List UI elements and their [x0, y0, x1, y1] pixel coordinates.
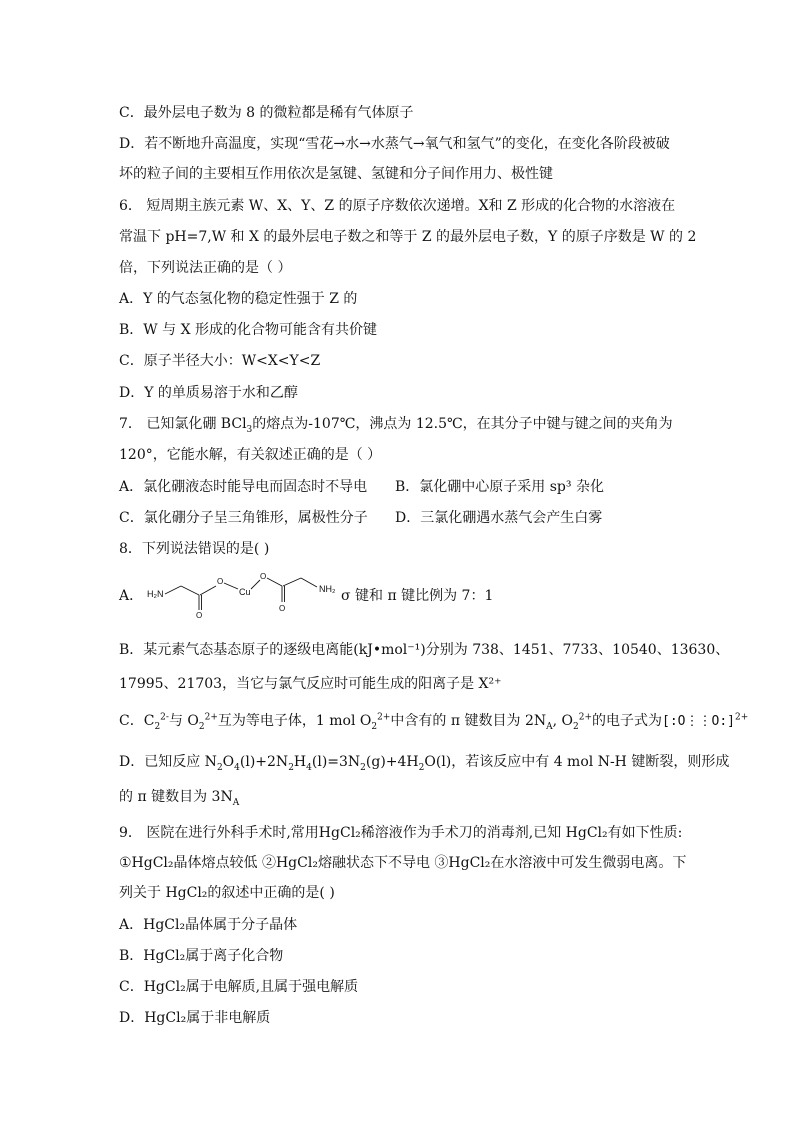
- option-7c: C．氯化硼分子呈三角锥形，属极性分子: [119, 510, 368, 526]
- question-8: 8．下列说法错误的是( ): [119, 541, 270, 557]
- question-6-line2: 常温下 pH=7,W 和 X 的最外层电子数之和等于 Z 的最外层电子数，Y 的原子序数是 W 的 2: [119, 229, 697, 245]
- option-9b: B．HgCl₂属于离子化合物: [119, 948, 284, 964]
- question-9-line1: 9． 医院在进行外科手术时,常用HgCl₂稀溶液作为手术刀的消毒剂,已知 HgCl₂有如下性质:: [119, 825, 683, 841]
- option-6c: C．原子半径大小：W<X<Y<Z: [119, 353, 321, 369]
- option-8a-label: A．: [119, 588, 144, 604]
- option-9d: D．HgCl₂属于非电解质: [119, 1010, 271, 1026]
- ester-o-left: O: [217, 577, 224, 586]
- option-8b-line2: 17995、21703，当它与氯气反应时可能生成的阳离子是 X²⁺: [119, 676, 502, 692]
- option-8b-line1: B．某元素气态基态原子的逐级电离能(kJ•mol⁻¹)分别为 738、1451、7733、10540、13630、: [119, 642, 730, 658]
- question-6-line1: 6． 短周期主族元素 W、X、Y、Z 的原子序数依次递增。X和 Z 形成的化合物的水溶液在: [119, 198, 676, 214]
- question-9-line3: 列关于 HgCl₂的叙述中正确的是( ): [119, 885, 335, 901]
- option-7a: A．氯化硼液态时能导电而固态时不导电: [119, 479, 368, 495]
- option-8a-text: σ 键和 π 键比例为 7：1: [341, 588, 494, 604]
- option-5c: C．最外层电子数为 8 的微粒都是稀有气体原子: [119, 105, 414, 121]
- option-7d: D．三氯化硼遇水蒸气会产生白雾: [395, 510, 603, 526]
- h2n-label: H₂N: [147, 589, 164, 599]
- option-6d: D．Y 的单质易溶于水和乙醇: [119, 385, 298, 401]
- question-6-line3: 倍，下列说法正确的是（ ）: [119, 260, 292, 276]
- carbonyl-o-left: O: [196, 611, 203, 620]
- glycinate-copper-structure: [143, 568, 343, 620]
- option-9c: C．HgCl₂属于电解质,且属于强电解质: [119, 979, 359, 995]
- question-9-line2: ①HgCl₂晶体熔点较低 ②HgCl₂熔融状态下不导电 ③HgCl₂在水溶液中可发生微弱电离。下: [119, 855, 687, 871]
- option-8d-line1: D．已知反应 $N_2O_4(l)+2N_2H_4(l)=3N_2(g)+4H_2O(l)$，若该反应中有 4 mol N-H 键断裂，则形成: [119, 754, 730, 773]
- question-7-line2: 120°，它能水解，有关叙述正确的是（ ）: [119, 447, 382, 463]
- electron-formula: [:O⋮⋮O:]: [662, 714, 735, 729]
- option-7b: B．氯化硼中心原子采用 sp³ 杂化: [395, 479, 604, 495]
- question-7-line1: 7． 已知氯化硼 BCl$_3$的熔点为-107℃，沸点为 12.5℃，在其分子中键与键之间的夹角为: [119, 416, 673, 435]
- carbonyl-o-right: O: [279, 604, 286, 613]
- option-8d-line2: 的 π 键数目为 $3N_A$: [119, 789, 240, 808]
- ester-o-right: O: [260, 572, 267, 581]
- option-6a: A．Y 的气态氢化物的稳定性强于 Z 的: [119, 291, 358, 307]
- option-6b: B．W 与 X 形成的化合物可能含有共价键: [119, 322, 377, 338]
- option-5d-line1: D．若不断地升高温度，实现“雪花→水→水蒸气→氧气和氢气”的变化，在变化各阶段被破: [119, 136, 670, 152]
- option-8c: C．$C_2^{2-}$与 $O_2^{2+}$互为等电子体，1 mol $O_2^{2+}$中含有的 π 键数目为 $2N_A$, $O_2^{2+}$的电子式为[:O⋮⋮O:]$^{2+}$: [119, 712, 749, 732]
- copper-label: Cu: [239, 587, 251, 597]
- option-5d-line2: 坏的粒子间的主要相互作用依次是氢键、氢键和分子间作用力、极性键: [119, 166, 553, 182]
- nh2-label: NH₂: [319, 584, 336, 594]
- option-9a: A．HgCl₂晶体属于分子晶体: [119, 917, 298, 933]
